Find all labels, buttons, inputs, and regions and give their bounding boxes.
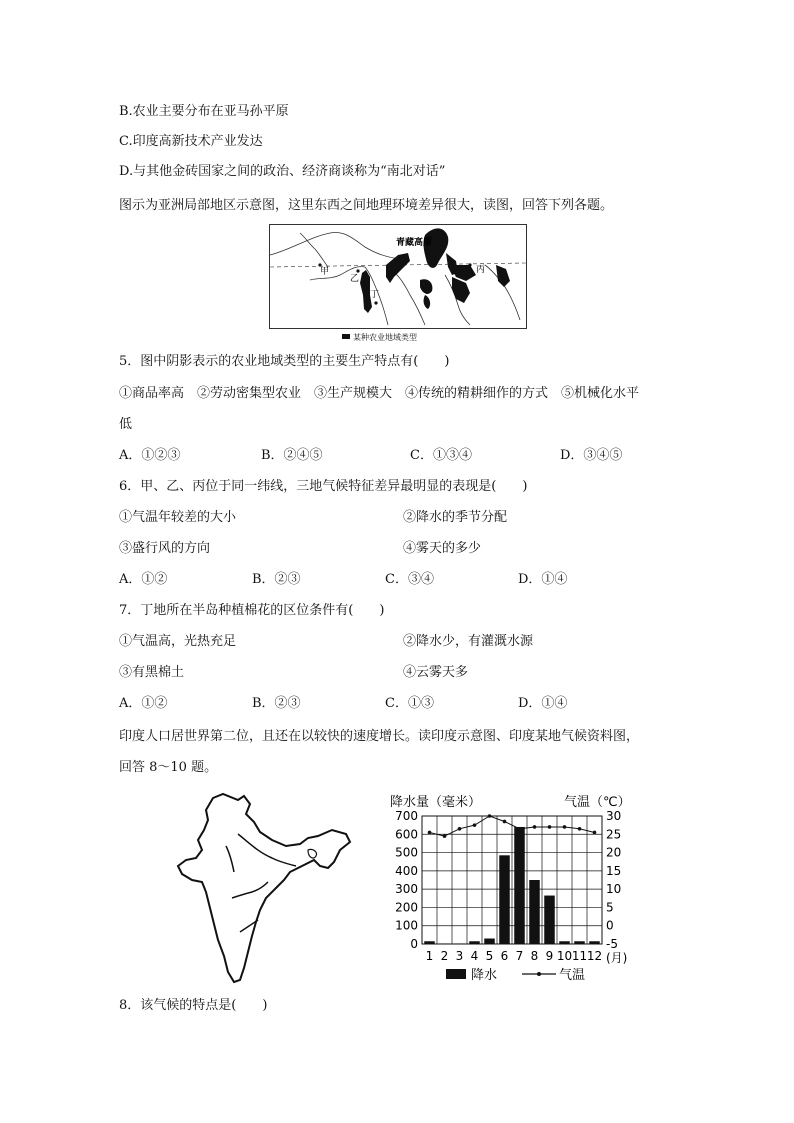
chart-bar-2 (439, 943, 450, 944)
chart-bar-7 (514, 827, 525, 944)
chart-bar-11 (574, 941, 585, 944)
point-bing (468, 263, 471, 266)
point-yi (356, 269, 359, 272)
chart-left-tick-label: 300 (395, 882, 418, 897)
chart-right-ticks (606, 809, 621, 951)
chart-right-tick-label: 15 (606, 863, 622, 878)
chart-x-ticks (426, 949, 602, 963)
chart-temp-point-8 (533, 825, 537, 829)
climate-chart (388, 790, 636, 986)
option-d-text: D.与其他金砖国家之间的政治、经济商谈称为“南北对话” (119, 164, 446, 179)
q5-items-line1: ①商品率高 ②劳动密集型农业 ③生产规模大 ④传统的精耕细作的方式 ⑤机械化水平 (119, 386, 640, 401)
chart-bar-3 (454, 943, 465, 944)
chart-bar-1 (424, 941, 435, 944)
q6-option-a[interactable]: A．①② (119, 572, 168, 587)
q5-stem: 5．图中阴影表示的农业地域类型的主要生产特点有( ) (119, 354, 450, 369)
q7-option-a[interactable]: A．①② (119, 696, 168, 711)
chart-x-tick-label: 11 (571, 949, 588, 963)
legend-bar-label: 降水 (471, 968, 498, 983)
map-legend (342, 332, 417, 343)
chart-bar-5 (484, 939, 495, 944)
asia-map-svg (270, 225, 526, 328)
q8-stem: 8．该气候的特点是( ) (119, 998, 268, 1013)
asia-region-map (269, 224, 527, 329)
q5-items-line2: 低 (119, 417, 133, 432)
region-china-south (423, 228, 448, 268)
chart-bar-8 (529, 880, 540, 944)
option-c-text: C.印度高新技术产业发达 (119, 134, 263, 149)
legend-line-marker (537, 972, 541, 976)
option-b-text: B.农业主要分布在亚马孙平原 (119, 104, 289, 119)
q7-item-4: ④云雾天多 (403, 665, 469, 680)
q6-item-4: ④雾天的多少 (403, 541, 482, 556)
coastline-india-east (390, 270, 425, 325)
chart-x-tick-label: 3 (455, 949, 464, 963)
chart-right-tick-label: 5 (606, 900, 614, 915)
india-map-svg (168, 792, 368, 988)
q6-item-1: ①气温年较差的大小 (119, 510, 237, 525)
q5-option-d[interactable]: D．③④⑤ (560, 448, 623, 463)
label-yi: 乙 (350, 274, 360, 284)
india-border (178, 794, 350, 982)
chart-x-tick-label: 4 (470, 949, 479, 963)
legend-bar-swatch (446, 969, 466, 979)
q6-option-b[interactable]: B．②③ (252, 572, 301, 587)
label-bing: 丙 (476, 265, 486, 275)
region-myanmar (420, 279, 432, 294)
q7-option-c[interactable]: C．①③ (385, 696, 434, 711)
chart-temp-point-6 (503, 820, 507, 824)
chart-left-tick-label: 100 (395, 918, 418, 933)
chart-left-tick-label: 700 (395, 809, 418, 823)
chart-temp-point-3 (458, 827, 462, 831)
legend-text: 某种农业地域类型 (353, 333, 417, 342)
coastline-north (270, 232, 400, 259)
point-ding (374, 301, 377, 304)
passage-2-line2: 回答 8～10 题。 (119, 760, 218, 775)
chart-bar-6 (499, 855, 510, 944)
q6-option-d[interactable]: D．①④ (518, 572, 568, 587)
legend-line-label: 气温 (559, 968, 586, 983)
q7-item-2: ②降水少，有灌溉水源 (403, 634, 534, 649)
chart-left-tick-label: 0 (410, 937, 418, 951)
q7-stem: 7．丁地所在半岛种植棉花的区位条件有( ) (119, 603, 385, 618)
chart-x-tick-label: 10 (556, 949, 573, 963)
chart-left-ticks (395, 809, 418, 951)
chart-temp-point-2 (443, 834, 447, 838)
q5-option-b[interactable]: B．②④⑤ (261, 448, 323, 463)
chart-left-tick-label: 200 (395, 900, 418, 915)
q6-stem: 6．甲、乙、丙位于同一纬线，三地气候特征差异最明显的表现是( ) (119, 479, 528, 494)
q7-option-b[interactable]: B．②③ (252, 696, 301, 711)
climate-chart-svg (388, 790, 636, 986)
chart-left-tick-label: 600 (395, 827, 418, 842)
q7-item-1: ①气温高，光热充足 (119, 634, 237, 649)
chart-x-tick-label: 1 (425, 949, 434, 963)
chart-bar-10 (559, 941, 570, 944)
label-ding: 丁 (370, 290, 380, 300)
label-plateau: 青藏高原 (396, 238, 433, 248)
label-jia: 甲 (320, 267, 330, 277)
chart-left-axis-title: 降水量（毫米） (390, 795, 482, 810)
chart-bar-9 (544, 896, 555, 944)
chart-temp-point-1 (428, 831, 432, 835)
chart-right-tick-label: -5 (606, 937, 618, 951)
chart-month-unit: (月) (606, 951, 628, 965)
chart-temp-point-5 (488, 814, 492, 818)
chart-x-tick-label: 6 (500, 949, 509, 963)
chart-temp-point-4 (473, 823, 477, 827)
passage-1: 图示为亚洲局部地区示意图，这里东西之间地理环境差异很大，读图，回答下列各题。 (119, 198, 614, 213)
region-indochina-south (452, 277, 470, 303)
chart-right-tick-label: 30 (606, 809, 622, 823)
region-ganges (386, 253, 410, 283)
region-srilanka (424, 295, 431, 309)
q7-option-d[interactable]: D．①④ (518, 696, 568, 711)
chart-bar-4 (469, 941, 480, 944)
chart-right-tick-label: 0 (606, 918, 614, 933)
chart-temp-point-12 (593, 831, 597, 835)
chart-temp-point-9 (548, 825, 552, 829)
chart-left-tick-label: 500 (395, 845, 418, 860)
chart-temp-point-7 (518, 827, 522, 831)
chart-x-tick-label: 2 (440, 949, 449, 963)
q5-option-a[interactable]: A．①②③ (119, 448, 181, 463)
chart-grid (422, 816, 602, 944)
chart-x-tick-label: 7 (515, 949, 524, 963)
godavari-river (232, 882, 268, 898)
region-philippines (496, 265, 510, 287)
q6-option-c[interactable]: C．③④ (385, 572, 434, 587)
ganges-river (238, 834, 296, 866)
chart-right-axis-title: 气温（℃） (564, 795, 631, 810)
chart-x-tick-label: 8 (530, 949, 539, 963)
chart-x-tick-label: 9 (545, 949, 554, 963)
chart-x-tick-label: 5 (485, 949, 494, 963)
chart-right-tick-label: 10 (606, 882, 622, 897)
indus-tributary (226, 846, 234, 872)
passage-2-line1: 印度人口居世界第二位，且还在以较快的速度增长。读印度示意图、印度某地气候资料图， (119, 729, 640, 744)
india-outline-map (168, 792, 368, 988)
chart-left-tick-label: 400 (395, 863, 418, 878)
legend-swatch (342, 334, 350, 339)
bangladesh-outline (308, 849, 316, 858)
chart-x-tick-label: 12 (586, 949, 603, 963)
chart-right-tick-label: 25 (606, 827, 622, 842)
q6-item-3: ③盛行风的方向 (119, 541, 211, 556)
chart-temp-point-11 (578, 827, 582, 831)
chart-right-tick-label: 20 (606, 845, 622, 860)
q7-item-3: ③有黑棉土 (119, 665, 185, 680)
q6-item-2: ②降水的季节分配 (403, 510, 508, 525)
chart-temp-point-10 (563, 825, 567, 829)
chart-bar-12 (589, 941, 600, 944)
q5-option-c[interactable]: C．①③④ (410, 448, 472, 463)
